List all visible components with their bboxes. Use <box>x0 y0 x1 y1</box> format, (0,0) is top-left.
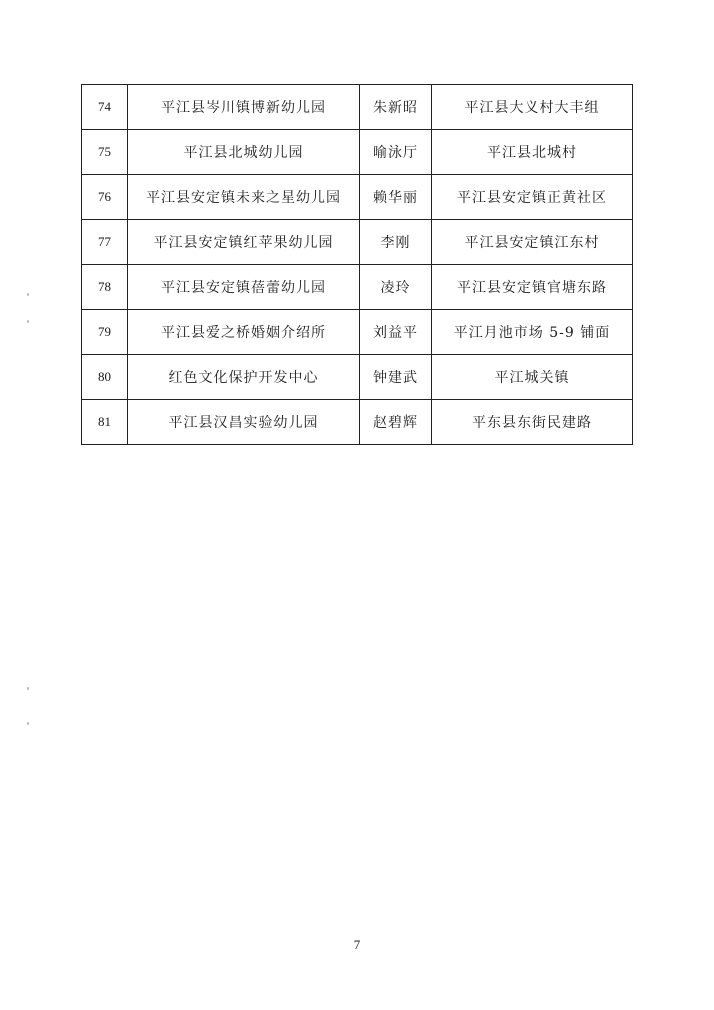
responsible-person: 赖华丽 <box>360 175 432 220</box>
responsible-person: 钟建武 <box>360 355 432 400</box>
organization-name: 平江县北城幼儿园 <box>128 130 360 175</box>
table-row <box>82 355 633 400</box>
table-row <box>82 265 633 310</box>
organization-name: 平江县爱之桥婚姻介绍所 <box>128 310 360 355</box>
organization-name: 平江县安定镇未来之星幼儿园 <box>128 175 360 220</box>
responsible-person: 刘益平 <box>360 310 432 355</box>
row-number: 77 <box>82 220 128 265</box>
organization-name: 红色文化保护开发中心 <box>128 355 360 400</box>
row-number: 76 <box>82 175 128 220</box>
row-number: 79 <box>82 310 128 355</box>
organization-name: 平江县安定镇蓓蕾幼儿园 <box>128 265 360 310</box>
responsible-person: 赵碧辉 <box>360 400 432 445</box>
row-number: 80 <box>82 355 128 400</box>
address: 平江月池市场 5-9 铺面 <box>432 310 633 355</box>
address: 平江县安定镇正黄社区 <box>432 175 633 220</box>
responsible-person: 李刚 <box>360 220 432 265</box>
organization-name: 平江县安定镇红苹果幼儿园 <box>128 220 360 265</box>
row-number: 74 <box>82 85 128 130</box>
address: 平江县大义村大丰组 <box>432 85 633 130</box>
table-row <box>82 130 633 175</box>
table-row <box>82 85 633 130</box>
address: 平江县北城村 <box>432 130 633 175</box>
row-number: 75 <box>82 130 128 175</box>
responsible-person: 喻泳厅 <box>360 130 432 175</box>
scan-speck <box>27 293 29 296</box>
address: 平东县东街民建路 <box>432 400 633 445</box>
address: 平江县安定镇江东村 <box>432 220 633 265</box>
registry-table <box>81 84 633 445</box>
scan-speck <box>27 320 29 323</box>
scan-speck <box>27 687 29 690</box>
organization-name: 平江县汉昌实验幼儿园 <box>128 400 360 445</box>
responsible-person: 朱新昭 <box>360 85 432 130</box>
row-number: 81 <box>82 400 128 445</box>
scan-speck <box>27 722 29 725</box>
organization-name: 平江县岑川镇博新幼儿园 <box>128 85 360 130</box>
table-row <box>82 220 633 265</box>
table-row <box>82 310 633 355</box>
table-row <box>82 400 633 445</box>
page-number: 7 <box>353 937 361 952</box>
table-row <box>82 175 633 220</box>
responsible-person: 凌玲 <box>360 265 432 310</box>
row-number: 78 <box>82 265 128 310</box>
address: 平江县安定镇官塘东路 <box>432 265 633 310</box>
address: 平江城关镇 <box>432 355 633 400</box>
